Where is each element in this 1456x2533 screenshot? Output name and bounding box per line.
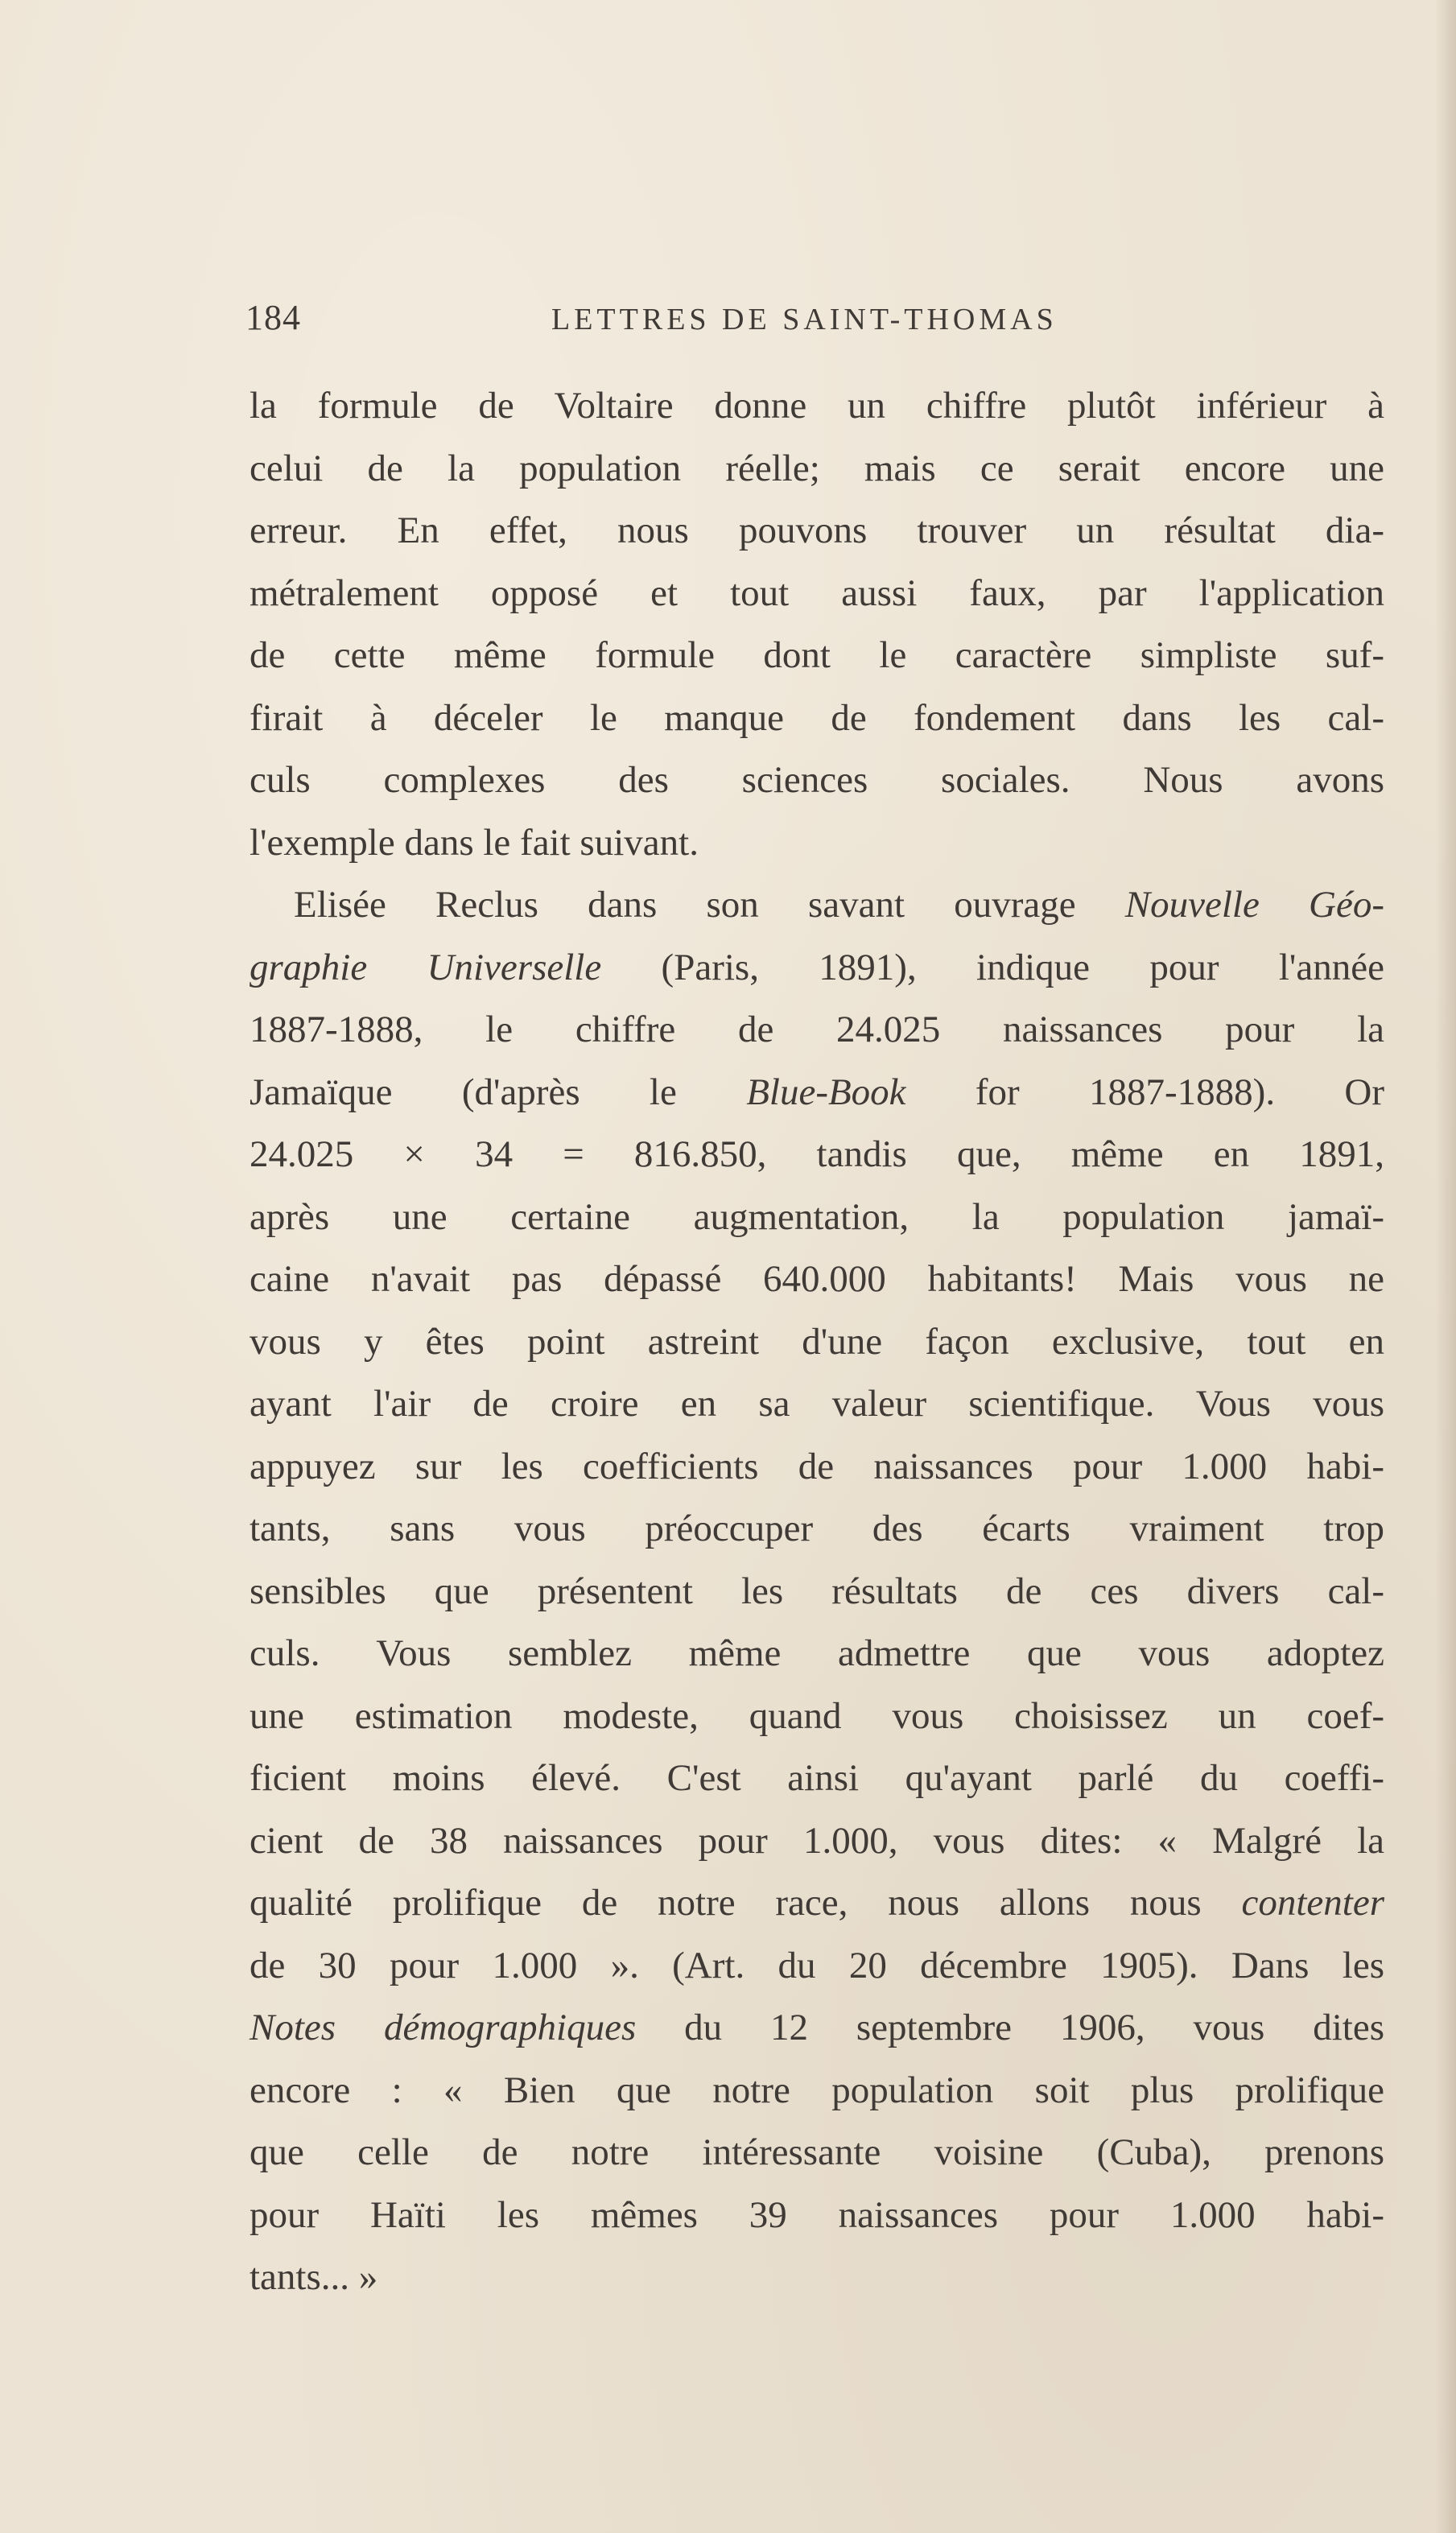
- line-text: une estimation modeste, quand vous choisissez un coef-: [250, 1694, 1384, 1737]
- text-line: [250, 1747, 1384, 1810]
- text-line: [250, 1124, 1384, 1186]
- text-line: [250, 874, 1384, 937]
- text-line: [250, 1997, 1384, 2060]
- text-line: [250, 2060, 1384, 2123]
- text-line: [250, 749, 1384, 812]
- text-line: [250, 1561, 1384, 1623]
- line-text: cient de 38 naissances pour 1.000, vous dites: « Malgré la: [250, 1819, 1384, 1862]
- text-line: [250, 687, 1384, 750]
- line-text: la formule de Voltaire donne un chiffre plutôt inférieur à: [250, 385, 1384, 427]
- text-line: [250, 1186, 1384, 1249]
- text-line: [250, 2246, 1384, 2309]
- italic-title: Notes démographiques: [250, 2007, 637, 2048]
- page-edge-shadow: [1435, 0, 1456, 2533]
- line-text: de 30 pour 1.000 ». (Art. du 20 décembre 1905). Dans les: [250, 1944, 1384, 1986]
- text-line: [250, 1872, 1384, 1935]
- running-head: LETTRES DE SAINT-THOMAS: [551, 303, 1058, 336]
- line-text: qualité prolifique de notre race, nous allons nous: [250, 1882, 1242, 1924]
- italic-title: graphie Universelle: [250, 946, 602, 988]
- line-text: 24.025 × 34 = 816.850, tandis que, même en 1891,: [250, 1133, 1384, 1175]
- line-text: (Paris, 1891), indique pour l'année: [601, 946, 1384, 988]
- line-text: l'exemple dans le fait suivant.: [250, 821, 699, 864]
- line-text: de cette même formule dont le caractère simpliste suf-: [250, 634, 1384, 676]
- italic-title: Nouvelle Géo-: [1124, 884, 1384, 926]
- text-line: [250, 1062, 1384, 1124]
- line-text: métralement opposé et tout aussi faux, par l'application: [250, 571, 1384, 614]
- text-line: [250, 625, 1384, 687]
- text-line: [250, 1498, 1384, 1561]
- line-text: vous y êtes point astreint d'une façon exclusive, tout en: [250, 1320, 1384, 1363]
- text-line: [250, 1436, 1384, 1499]
- line-text: firait à déceler le manque de fondement dans les cal-: [250, 696, 1384, 739]
- line-text: du 12 septembre 1906, vous dites: [636, 2007, 1384, 2048]
- text-line: [250, 937, 1384, 1000]
- line-text: tants... »: [250, 2256, 378, 2298]
- line-text: culs. Vous semblez même admettre que vous adoptez: [250, 1632, 1384, 1674]
- text-line: [250, 563, 1384, 625]
- line-text: 1887-1888, le chiffre de 24.025 naissances pour la: [250, 1009, 1384, 1050]
- text-line: [250, 1248, 1384, 1311]
- text-line: [250, 1685, 1384, 1748]
- text-line: [250, 1810, 1384, 1873]
- italic-title: Blue-Book: [746, 1071, 906, 1113]
- text-line: [250, 999, 1384, 1062]
- line-text: sensibles que présentent les résultats de ces divers cal-: [250, 1570, 1384, 1612]
- italic-title: contenter: [1241, 1882, 1384, 1924]
- text-line: [250, 1623, 1384, 1685]
- line-text: que celle de notre intéressante voisine (Cuba), prenons: [250, 2131, 1384, 2173]
- text-line: [250, 1935, 1384, 1998]
- line-text: celui de la population réelle; mais ce serait encore une: [250, 447, 1384, 489]
- line-text: Jamaïque (d'après le: [250, 1071, 747, 1113]
- page-header: [245, 294, 1388, 342]
- text-line: [250, 1373, 1384, 1436]
- line-text: culs complexes des sciences sociales. Nous avons: [250, 759, 1384, 801]
- line-text: après une certaine augmentation, la population jamaï-: [250, 1195, 1384, 1238]
- line-text: appuyez sur les coefficients de naissances pour 1.000 habi-: [250, 1445, 1384, 1487]
- page-number: 184: [245, 298, 301, 337]
- line-text: for 1887-1888). Or: [905, 1071, 1384, 1113]
- line-text: ficient moins élevé. C'est ainsi qu'ayant parlé du coeffi-: [250, 1757, 1384, 1799]
- text-line: [250, 375, 1384, 438]
- text-line: [250, 2184, 1384, 2247]
- line-text: encore : « Bien que notre population soit plus prolifique: [250, 2069, 1384, 2111]
- text-line: [250, 1311, 1384, 1374]
- line-text: caine n'avait pas dépassé 640.000 habitants! Mais vous ne: [250, 1258, 1384, 1300]
- line-text: Elisée Reclus dans son savant ouvrage: [294, 884, 1125, 926]
- text-line: [250, 438, 1384, 501]
- line-text: ayant l'air de croire en sa valeur scientifique. Vous vous: [250, 1383, 1384, 1425]
- text-line: [250, 2122, 1384, 2184]
- line-text: erreur. En effet, nous pouvons trouver un résultat dia-: [250, 509, 1384, 551]
- text-line: [250, 500, 1384, 563]
- body-text: [250, 375, 1384, 2309]
- line-text: tants, sans vous préoccuper des écarts vraiment trop: [250, 1508, 1384, 1549]
- text-line: [250, 812, 1384, 875]
- line-text: pour Haïti les mêmes 39 naissances pour 1.000 habi-: [250, 2193, 1384, 2236]
